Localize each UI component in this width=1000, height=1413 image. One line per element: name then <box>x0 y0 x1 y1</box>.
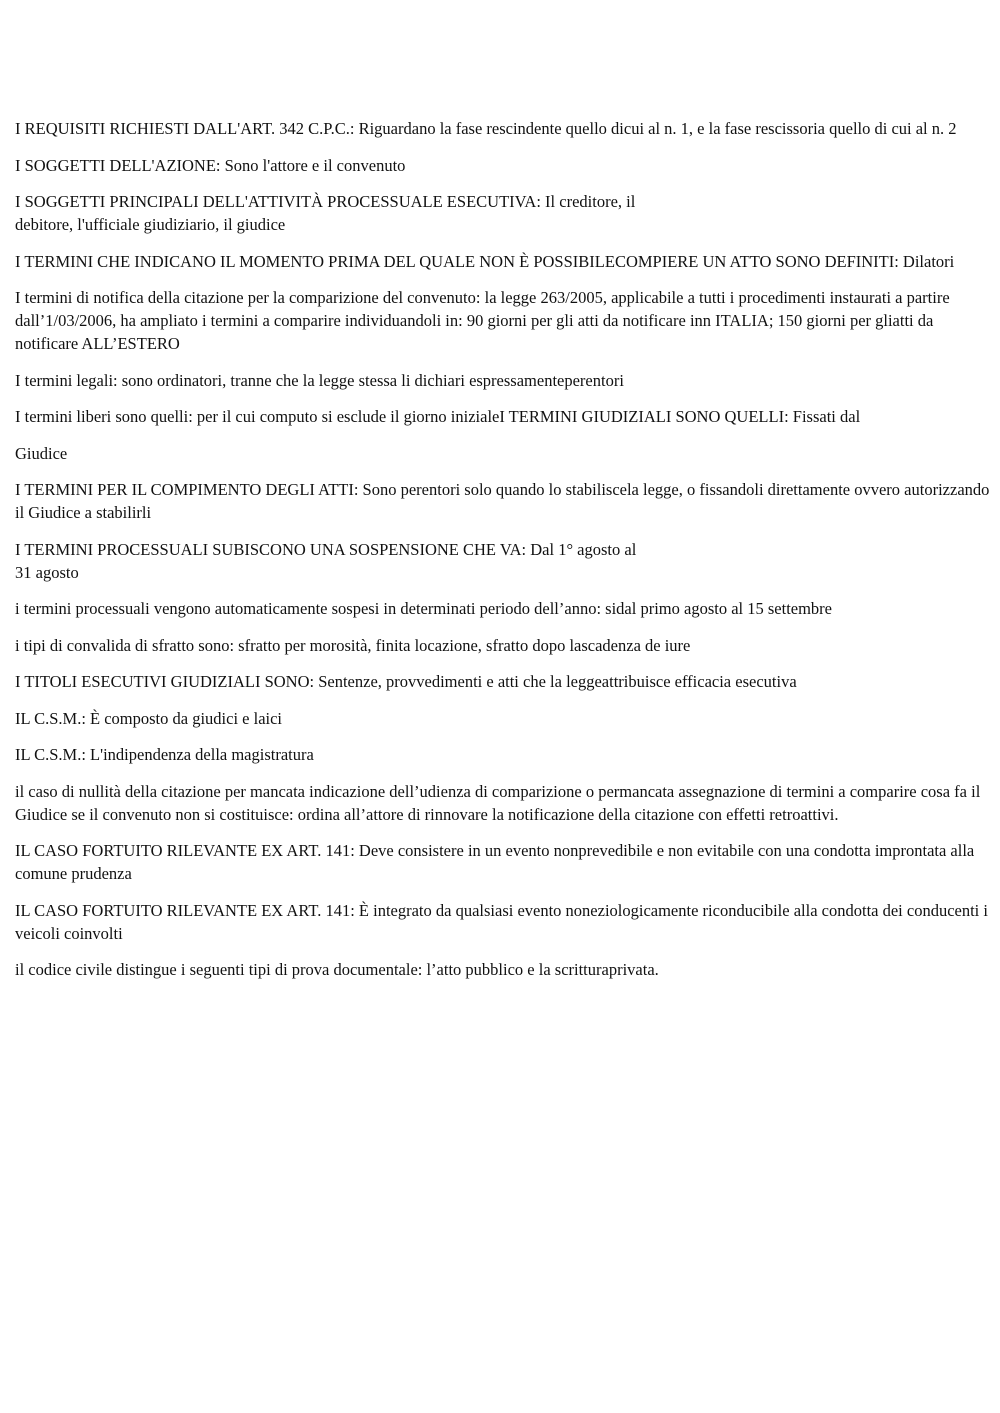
paragraph-line: I SOGGETTI PRINCIPALI DELL'ATTIVITÀ PROCESSUALE ESECUTIVA: Il creditore, il <box>15 192 636 211</box>
paragraph-nullita-citazione: il caso di nullità della citazione per mancata indicazione dell’udienza di comparizione o permancata assegnazione di termini a comparire cosa fa il Giudice se il convenuto non si costituisce: ordina all’attore di rinnovare la notificazione della citazione con effetti retroattivi. <box>15 781 981 824</box>
paragraph-termini-notifica: I termini di notifica della citazione per la comparizione del convenuto: la legge 263/2005, applicabile a tutti i procedimenti instaurati a partire dall’1/03/2006, ha ampliato i termini a comparire individuandoli in: 90 giorni per gli atti da notificare inn ITALIA; 150 giorni per gliatti da notificare ALL’ESTERO <box>15 288 950 353</box>
paragraph-line: debitore, l'ufficiale giudiziario, il giudice <box>15 215 286 234</box>
paragraph-csm-composizione: IL C.S.M.: È composto da giudici e laici <box>15 708 283 728</box>
paragraph-termini-compimento: I TERMINI PER IL COMPIMENTO DEGLI ATTI: Sono perentori solo quando lo stabiliscela legge, o fissandoli direttamente ovvero autorizzando il Giudice a stabilirli <box>15 480 990 522</box>
paragraph-termini-dilatori: I TERMINI CHE INDICANO IL MOMENTO PRIMA DEL QUALE NON È POSSIBILECOMPIERE UN ATTO SONO DEFINITI: Dilatori <box>15 251 955 271</box>
paragraph-sospesi-periodo: i termini processuali vengono automaticamente sospesi in determinati periodo dell’anno: sidal primo agosto al 15 settembre <box>15 599 832 618</box>
paragraph-soggetti-azione: I SOGGETTI DELL'AZIONE: Sono l'attore e il convenuto <box>15 155 406 175</box>
paragraph-line: 31 agosto <box>15 562 79 582</box>
paragraph-prova-documentale: il codice civile distingue i seguenti tipi di prova documentale: l’atto pubblico e la scritturaprivata. <box>15 960 659 979</box>
document-body <box>15 117 997 995</box>
paragraph-caso-fortuito-1: IL CASO FORTUITO RILEVANTE EX ART. 141: Deve consistere in un evento nonprevedibile e non evitabile con una condotta improntata alla comune prudenza <box>15 841 975 883</box>
paragraph-requisiti-art-342: I REQUISITI RICHIESTI DALL'ART. 342 C.P.C.: Riguardano la fase rescindente quello dicui al n. 1, e la fase rescissoria quello di cui al n. 2 <box>15 119 957 138</box>
paragraph-termini-legali: I termini legali: sono ordinatori, tranne che la legge stessa li dichiari espressamenteperentori <box>15 370 624 390</box>
paragraph-titoli-esecutivi: I TITOLI ESECUTIVI GIUDIZIALI SONO: Sentenze, provvedimenti e atti che la leggeattribuisce efficacia esecutiva <box>15 672 797 691</box>
paragraph-caso-fortuito-2: IL CASO FORTUITO RILEVANTE EX ART. 141: È integrato da qualsiasi evento noneziologicamente riconducibile alla condotta dei conducenti i veicoli coinvolti <box>15 900 988 943</box>
paragraph-convalida-sfratto: i tipi di convalida di sfratto sono: sfratto per morosità, finita locazione, sfratto dopo lascadenza de iure <box>15 635 691 655</box>
paragraph-termini-liberi: I termini liberi sono quelli: per il cui computo si esclude il giorno inizialeI TERMINI GIUDIZIALI SONO QUELLI: Fissati dal <box>15 407 861 426</box>
paragraph-sospensione <box>15 538 997 584</box>
paragraph-csm-indipendenza: IL C.S.M.: L'indipendenza della magistratura <box>15 745 314 764</box>
paragraph-soggetti-esecutiva <box>15 190 997 236</box>
paragraph-giudice: Giudice <box>15 443 68 463</box>
paragraph-line: I TERMINI PROCESSUALI SUBISCONO UNA SOSPENSIONE CHE VA: Dal 1° agosto al <box>15 539 637 559</box>
